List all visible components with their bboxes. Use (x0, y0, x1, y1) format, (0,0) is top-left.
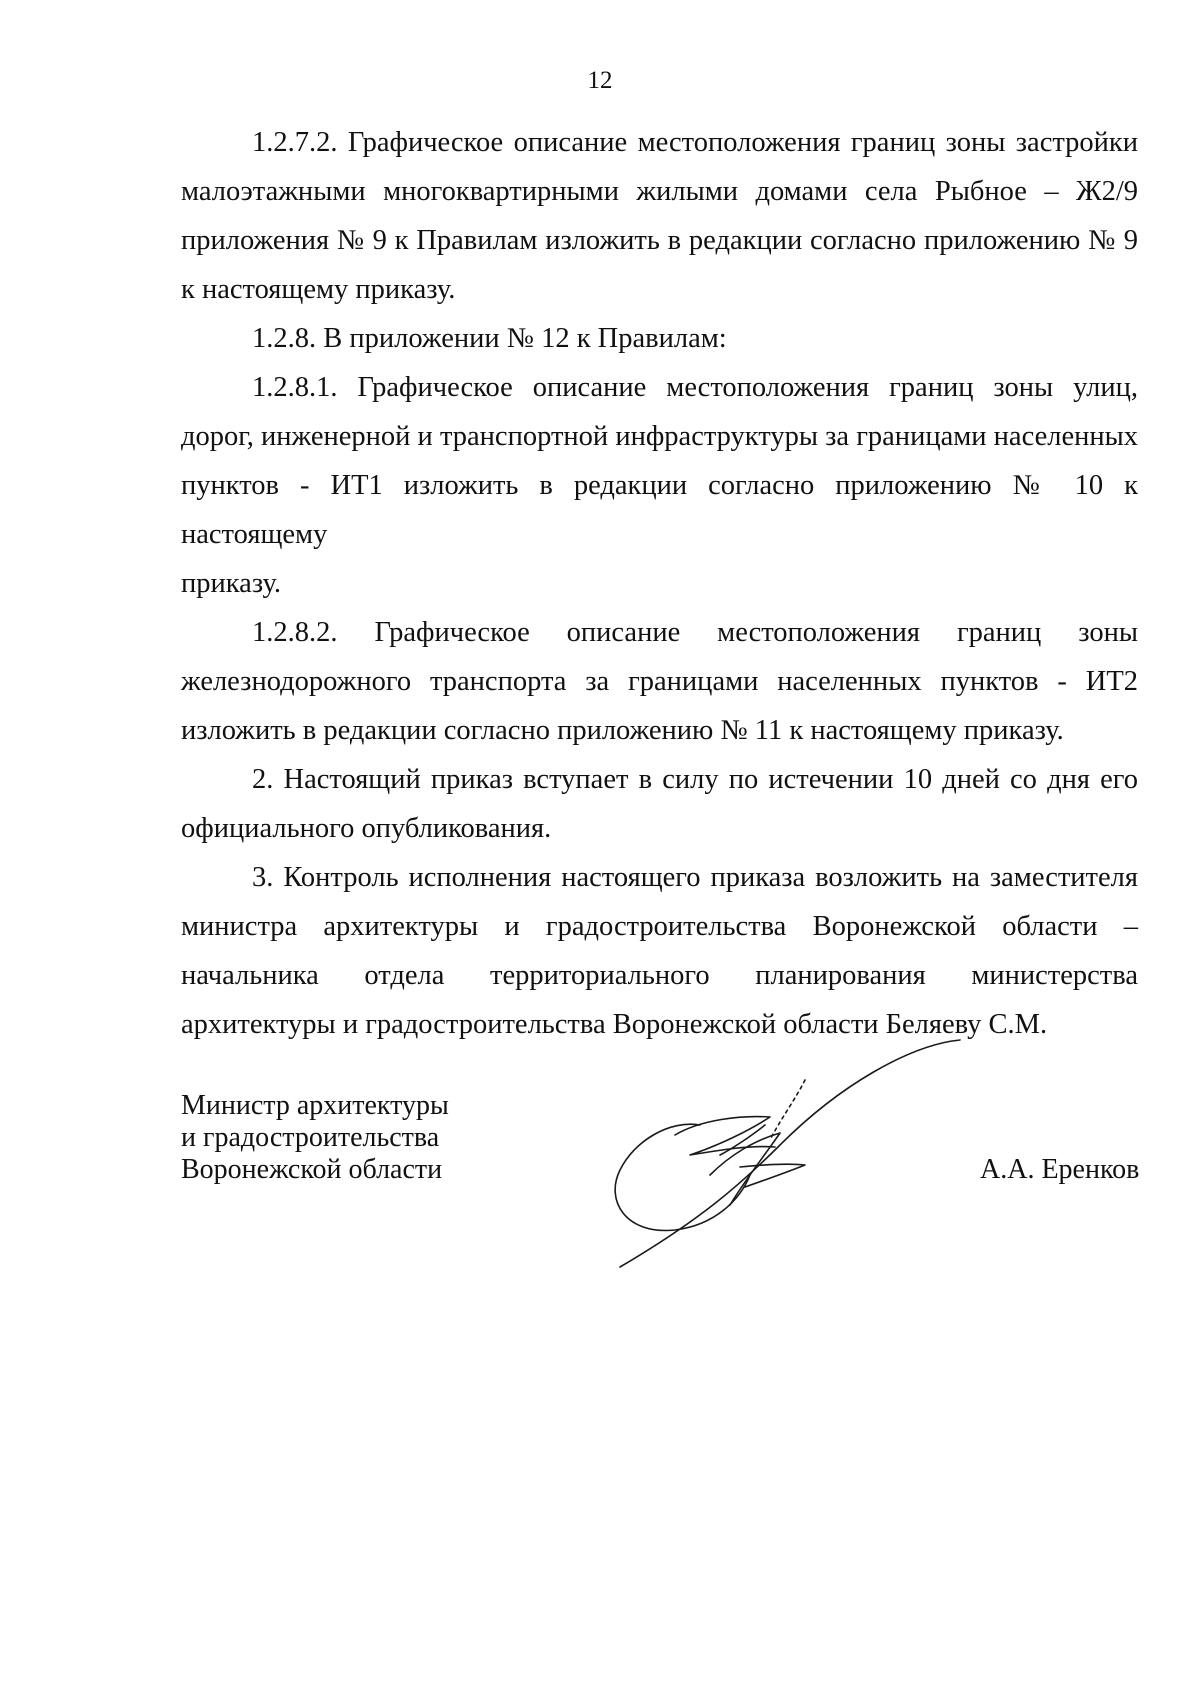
text-line: изложить в редакции согласно приложению № 11 к настоящему приказу. (181, 715, 1064, 746)
signatory-title (181, 1090, 449, 1186)
text-line: официального опубликования. (181, 813, 552, 844)
text-line: архитектуры и градостроительства Воронежской области Беляеву С.М. (181, 1009, 1048, 1040)
text-line: малоэтажными многоквартирными жилыми домами села Рыбное – Ж2/9 (181, 176, 1138, 207)
text-line: железнодорожного транспорта за границами населенных пунктов - ИТ2 (181, 666, 1138, 697)
text-line: дорог, инженерной и транспортной инфраструктуры за границами населенных (181, 421, 1138, 452)
text-line: 1.2.7.2. Графическое описание местоположения границ зоны застройки (252, 127, 1138, 158)
text-line: 2. Настоящий приказ вступает в силу по истечении 10 дней со дня его (252, 764, 1138, 795)
page-number: 12 (587, 67, 613, 94)
signer-name: А.А. Еренков (980, 1154, 1140, 1185)
text-line: приложения № 9 к Правилам изложить в редакции согласно приложению № 9 (181, 225, 1138, 256)
handwritten-signature (580, 1005, 970, 1275)
document-body (181, 118, 1138, 1049)
text-line: министра архитектуры и градостроительства Воронежской области – (181, 911, 1138, 942)
text-line: к настоящему приказу. (181, 274, 456, 305)
paragraph-1-2-7-2 (181, 118, 1138, 314)
signatory-title-line: и градостроительства (181, 1122, 440, 1153)
text-line: начальника отдела территориального планирования министерства (181, 960, 1138, 991)
signatory-title-line: Министр архитектуры (181, 1090, 449, 1121)
text-line: пунктов - ИТ1 изложить в редакции согласно приложению № 10 к настоящему (181, 470, 1138, 550)
text-line: 1.2.8.2. Графическое описание местоположения границ зоны (252, 617, 1138, 648)
text-line: 3. Контроль исполнения настоящего приказа возложить на заместителя (252, 862, 1138, 893)
paragraph-1-2-8-2 (181, 608, 1138, 755)
signatory-title-line: Воронежской области (181, 1154, 443, 1185)
text-line: 1.2.8.1. Графическое описание местоположения границ зоны улиц, (252, 372, 1138, 403)
text-line: приказу. (181, 568, 282, 599)
text-line: 1.2.8. В приложении № 12 к Правилам: (252, 323, 727, 354)
paragraph-1-2-8-1 (181, 363, 1138, 608)
paragraph-1-2-8 (181, 314, 1138, 363)
paragraph-2 (181, 755, 1138, 853)
